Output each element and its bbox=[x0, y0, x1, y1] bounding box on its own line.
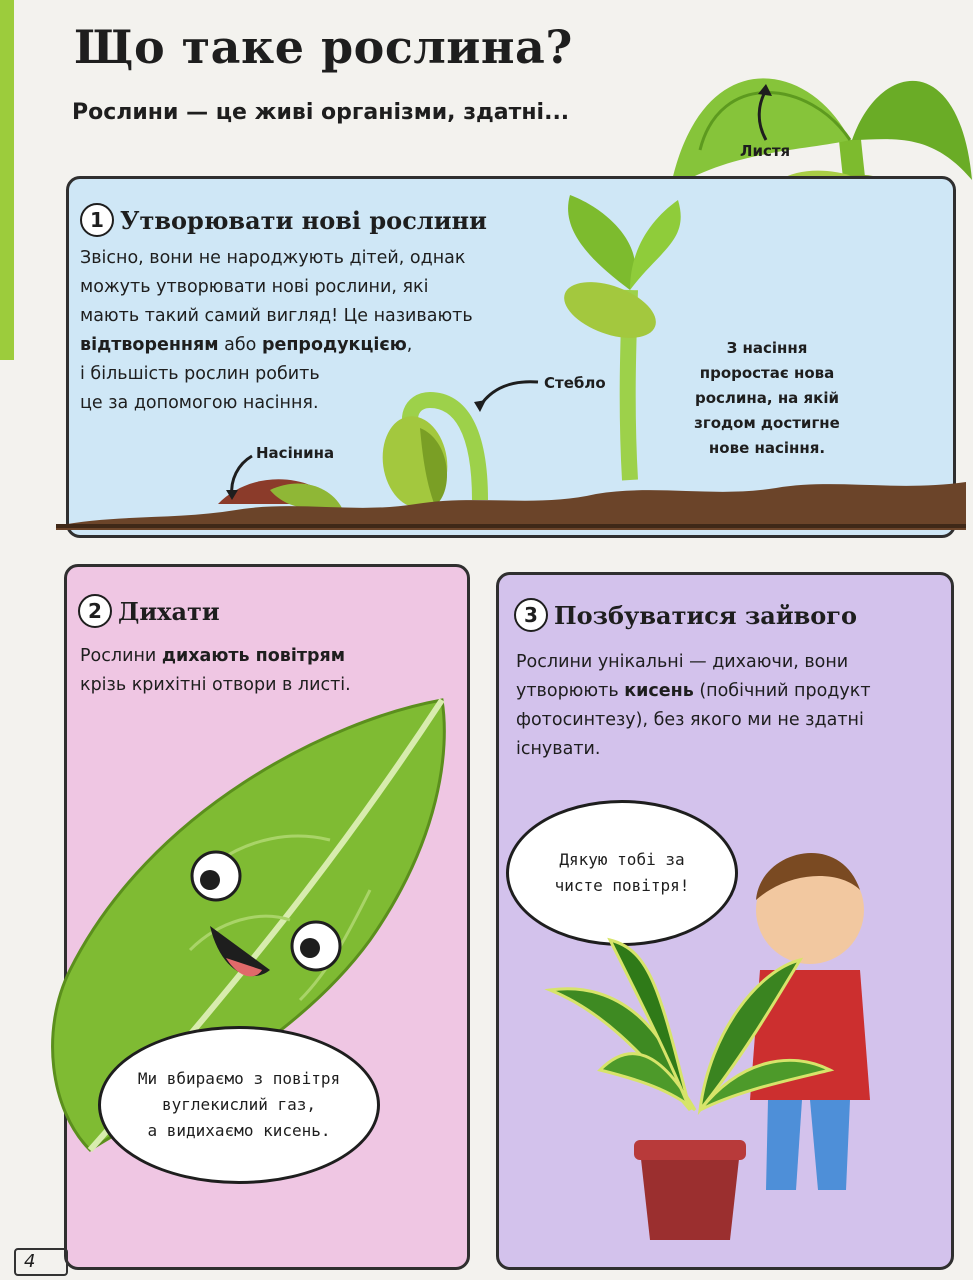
section3-heading: Позбуватися зайвого bbox=[554, 600, 858, 630]
section3-text-line bbox=[516, 648, 936, 677]
text-run: існувати. bbox=[516, 739, 601, 759]
section3-number: 3 bbox=[514, 598, 548, 632]
bubble-line: Ми вбираємо з повітря bbox=[137, 1069, 341, 1088]
section2-number: 2 bbox=[78, 594, 112, 628]
page-title: Що таке рослина? bbox=[74, 20, 573, 74]
section1-heading: Утворювати нові рослини bbox=[120, 205, 487, 235]
section1-number: 1 bbox=[80, 203, 114, 237]
text-run: Звісно, вони не народжують дітей, однак bbox=[80, 248, 466, 268]
bubble-line: а видихаємо кисень. bbox=[147, 1121, 331, 1140]
text-run: (побічний продукт bbox=[693, 681, 871, 701]
text-run: це за допомогою насіння. bbox=[80, 393, 319, 413]
seed-growth-note bbox=[672, 336, 862, 461]
page-number: 4 bbox=[14, 1248, 68, 1276]
note-line: проростає нова bbox=[699, 364, 835, 382]
bubble-line: чисте повітря! bbox=[554, 876, 690, 895]
section3-text-line bbox=[516, 735, 936, 764]
note-line: нове насіння. bbox=[708, 439, 826, 457]
bold-term: кисень bbox=[624, 681, 694, 701]
text-run: Рослини bbox=[80, 646, 162, 666]
section3-text-line bbox=[516, 677, 936, 706]
leaves-pointer-arrow bbox=[744, 82, 784, 142]
note-line: згодом достигне bbox=[694, 414, 840, 432]
text-run: , bbox=[406, 335, 413, 355]
label-seed: Насінина bbox=[256, 444, 335, 462]
bubble-line: вуглекислий газ, bbox=[161, 1095, 317, 1114]
text-run: фотосинтезу), без якого ми не здатні bbox=[516, 710, 864, 730]
text-run: мають такий самий вигляд! Це називають bbox=[80, 306, 473, 326]
text-run: або bbox=[218, 335, 262, 355]
bold-term: дихають повітрям bbox=[161, 646, 346, 666]
section2-text-line bbox=[80, 642, 450, 671]
section2-heading: Дихати bbox=[118, 596, 220, 626]
text-run: можуть утворювати нові рослини, які bbox=[80, 277, 429, 297]
bold-term: репродукцією bbox=[261, 335, 407, 355]
section2-title bbox=[78, 594, 220, 628]
section3-title bbox=[514, 598, 857, 632]
text-run: і більшість рослин робить bbox=[80, 364, 320, 384]
note-line: рослина, на якій bbox=[694, 389, 839, 407]
soil-strip bbox=[56, 470, 966, 540]
bubble-line: Дякую тобі за bbox=[559, 850, 685, 869]
page-edge-strip bbox=[0, 0, 14, 360]
section3-text-line bbox=[516, 706, 936, 735]
text-run: утворюють bbox=[516, 681, 625, 701]
text-run: Рослини унікальні — дихаючи, вони bbox=[516, 652, 849, 672]
page-subtitle: Рослини — це живі організми, здатні... bbox=[72, 100, 570, 125]
stem-pointer-arrow bbox=[472, 372, 542, 412]
section3-text bbox=[516, 648, 936, 764]
label-leaves: Листя bbox=[740, 142, 791, 160]
note-line: З насіння bbox=[726, 339, 808, 357]
bold-term: відтворенням bbox=[80, 335, 219, 355]
text-run: крізь крихітні отвори в листі. bbox=[80, 675, 351, 695]
label-stem: Стебло bbox=[544, 374, 606, 392]
leaf-speech-bubble bbox=[98, 1026, 380, 1184]
boy-with-plant-illustration bbox=[540, 810, 880, 1270]
